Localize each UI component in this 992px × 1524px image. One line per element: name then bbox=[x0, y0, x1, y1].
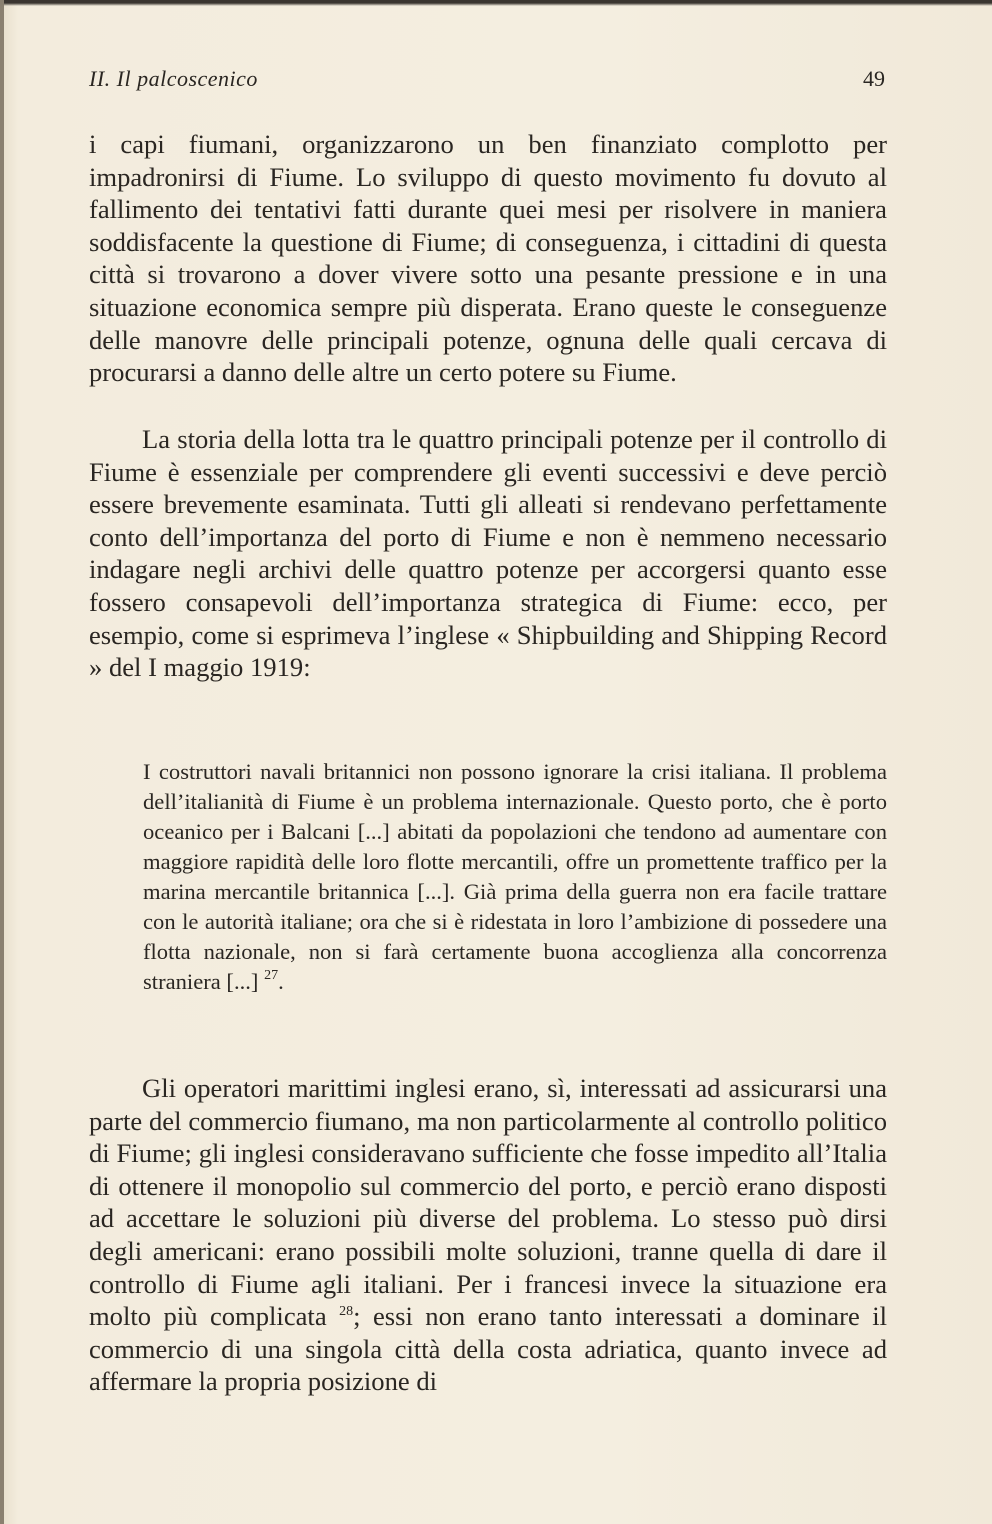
block-quote bbox=[143, 757, 887, 997]
paragraph-3 bbox=[89, 1072, 887, 1398]
running-title: II. Il palcoscenico bbox=[89, 66, 258, 91]
footnote-ref-28: 28 bbox=[339, 1304, 354, 1320]
paragraph-3-text: Gli operatori marittimi inglesi erano, sì, interessati ad assicurarsi una parte del commercio fiumano, ma non particolarmente al controllo politico di Fiume; gli inglesi consideravano sufficiente che fosse impedito all’Italia di ottenere il monopolio sul commercio del porto, e perciò erano disposti ad accettare le soluzioni più diverse del problema. Lo stesso può dirsi degli americani: erano possibili molte soluzioni, tranne quella di dare il controllo di Fiume agli italiani. Per i francesi invece la situazione era molto più complicata bbox=[89, 1073, 887, 1332]
page-gutter-edge bbox=[0, 0, 4, 1524]
paragraph-2-text: La storia della lotta tra le quattro principali potenze per il controllo di Fiume è essenziale per comprendere gli eventi successivi e deve perciò essere brevemente esaminata. Tutti gli alleati si rendevano perfettamente conto dell’importanza del porto di Fiume e non è nemmeno necessario indagare negli archivi delle quattro potenze per accorgersi quanto esse fossero consapevoli dell’importanza strategica di Fiume: ecco, per esempio, come si esprimeva l’inglese « Shipbuilding and Shipping Record » del I maggio 1919: bbox=[89, 424, 887, 683]
page-number: 49 bbox=[863, 66, 885, 91]
footnote-ref-27: 27 bbox=[264, 968, 279, 984]
paragraph-1 bbox=[89, 128, 887, 389]
paragraph-1-text: i capi fiumani, organizzarono un ben finanziato complotto per impadronirsi di Fiume. Lo sviluppo di questo movimento fu dovuto al fallimento dei tentativi fatti durante quei mesi per risolvere in maniera soddisfacente la questione di Fiume; di conseguenza, i cittadini di questa città si trovarono a dover vivere sotto una pesante pressione e in una situazione economica sempre più disperata. Erano queste le conseguenze delle manovre delle principali potenze, ognuna delle quali cercava di procurarsi a danno delle altre un certo potere su Fiume. bbox=[89, 129, 887, 388]
block-quote-text: I costruttori navali britannici non possono ignorare la crisi italiana. Il problema dell’italianità di Fiume è un problema internazionale. Questo porto, che è porto oceanico per i Balcani [...] abitati da popolazioni che tendono ad aumentare con maggiore rapidità delle loro flotte mercantili, offre un promettente traffico per la marina mercantile britannica [...]. Già prima della guerra non era facile trattare con le autorità italiane; ora che si è ridestata in loro l’ambizione di possedere una flotta nazionale, non si farà certamente buona accoglienza alla concorrenza straniera [...] bbox=[143, 759, 887, 994]
paragraph-3-body bbox=[89, 1072, 887, 1398]
page-header bbox=[89, 66, 885, 96]
paragraph-3-text-after: ; essi non erano tanto interessati a dominare il commercio di una singola città della costa adriatica, quanto invece ad affermare la propria posizione di bbox=[89, 1301, 887, 1397]
paragraph-2 bbox=[89, 423, 887, 684]
page-top-shadow bbox=[0, 0, 992, 6]
block-quote-end: . bbox=[278, 969, 284, 994]
